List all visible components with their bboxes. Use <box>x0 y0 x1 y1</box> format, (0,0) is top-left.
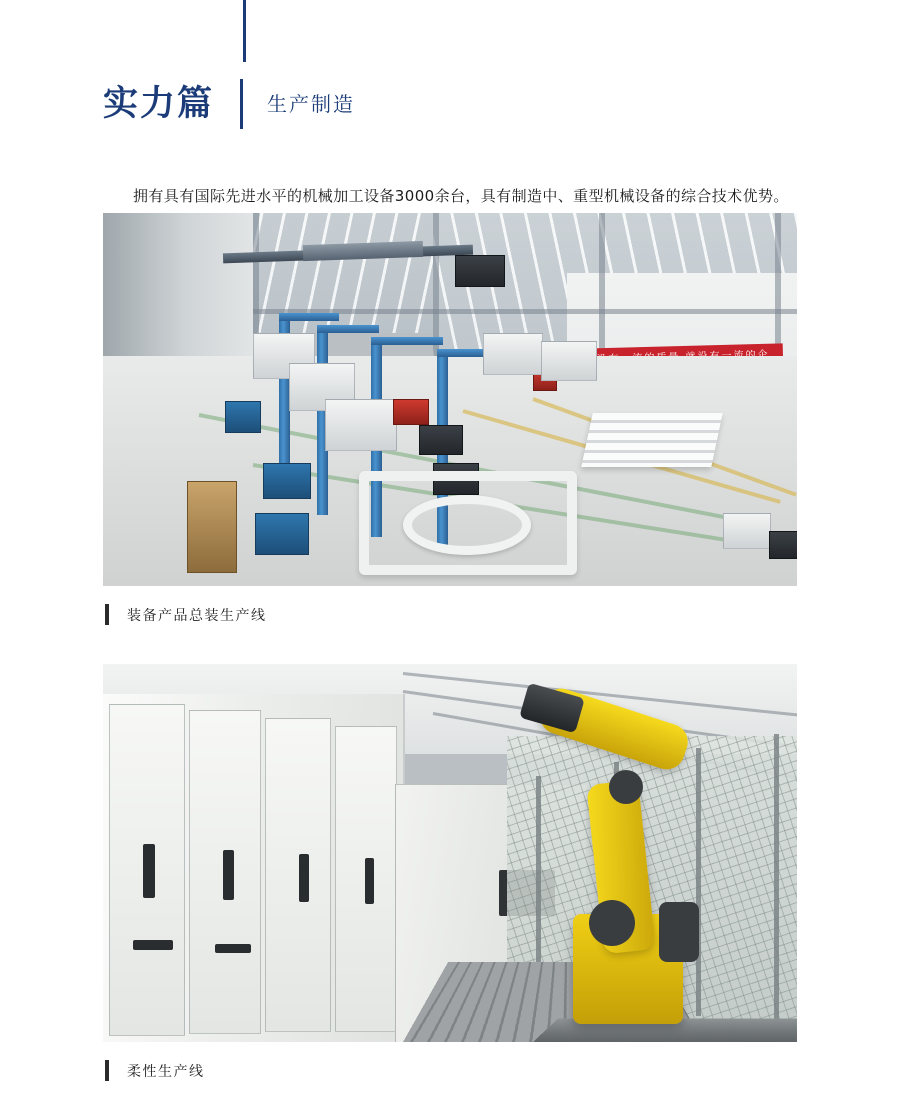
page-title: 实力篇 <box>103 83 215 124</box>
machine-unit-blue <box>225 401 261 433</box>
machine-unit-blue <box>255 513 309 555</box>
figure-caption-text: 柔性生产线 <box>127 1063 205 1080</box>
blue-pillar-arm <box>371 337 443 345</box>
robot-joint <box>609 770 643 804</box>
machine-unit-blue <box>263 463 311 499</box>
page-subtitle: 生产制造 <box>267 92 356 116</box>
figure-flexible-line <box>103 664 797 1081</box>
fence-post <box>774 734 779 1024</box>
stacked-panels <box>581 413 722 467</box>
figure-caption-text: 装备产品总装生产线 <box>127 607 267 624</box>
machine-unit-red <box>393 399 429 425</box>
wooden-crate <box>187 481 237 573</box>
photo-flexible-line <box>103 664 797 1042</box>
machine-enclosure-left <box>103 694 405 1042</box>
display-board <box>455 255 505 287</box>
blue-pillar-arm <box>279 313 339 321</box>
page-header <box>103 78 355 130</box>
machine-unit <box>541 341 597 381</box>
figure-assembly-line <box>103 213 797 625</box>
blue-pillar-arm <box>317 325 379 333</box>
robot-joint <box>589 900 635 946</box>
caption-accent-bar <box>105 604 109 625</box>
figure-caption <box>103 604 797 625</box>
machine-unit <box>483 333 543 375</box>
panel-handle <box>299 854 309 902</box>
machine-unit-dark <box>769 531 797 559</box>
machine-unit <box>723 513 771 549</box>
enclosure-panel <box>265 718 331 1032</box>
intro-paragraph: 拥有具有国际先进水平的机械加工设备3000余台，具有制造中、重型机械设备的综合技术优势。 <box>133 187 789 205</box>
panel-handle <box>143 844 155 898</box>
top-accent-rule <box>243 0 246 62</box>
robot-counterweight <box>659 902 699 962</box>
panel-vent <box>215 944 251 953</box>
machine-unit <box>325 399 397 451</box>
figure-caption <box>103 1060 797 1081</box>
large-product-ring <box>403 495 531 555</box>
machine-unit-dark <box>419 425 463 455</box>
photo-assembly-line <box>103 213 797 586</box>
caption-accent-bar <box>105 1060 109 1081</box>
fence-post <box>696 748 701 1016</box>
panel-vent <box>133 940 173 950</box>
panel-handle <box>365 858 374 904</box>
panel-handle <box>223 850 234 900</box>
